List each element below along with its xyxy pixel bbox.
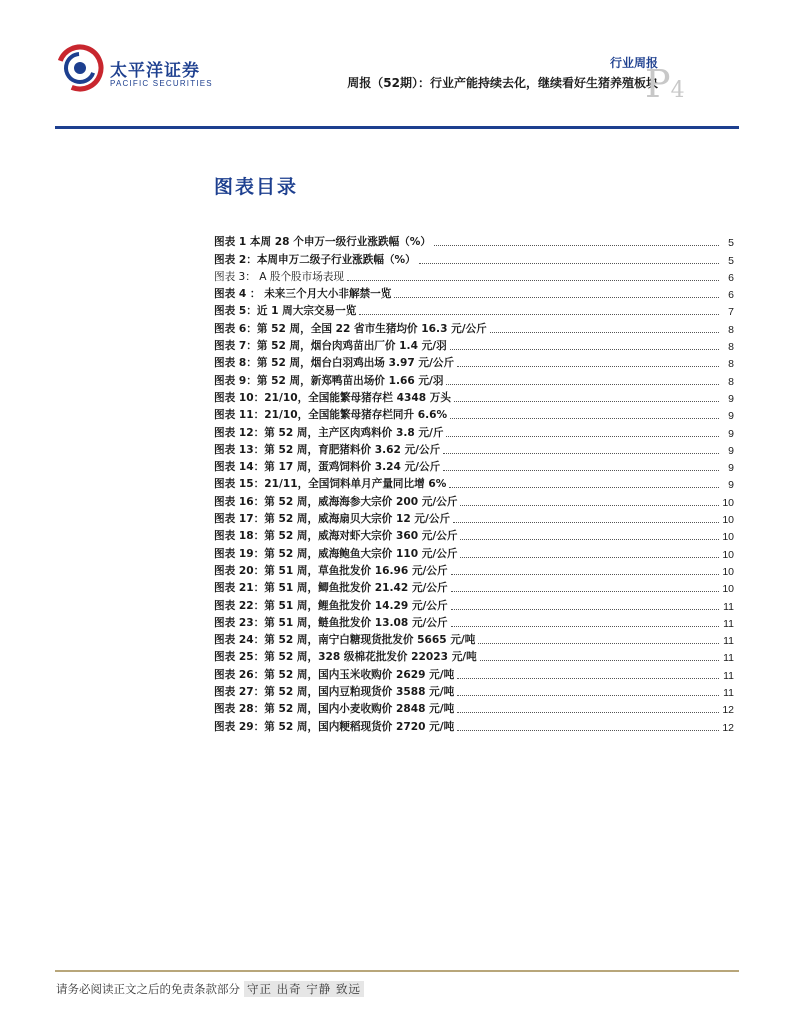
toc-entry-page: 8 bbox=[728, 358, 734, 371]
toc-entry[interactable] bbox=[214, 336, 734, 353]
toc-dot-leader bbox=[446, 384, 719, 385]
toc-entry-label: 图表 7：第 52 周，烟台肉鸡苗出厂价 1.4 元/羽 bbox=[214, 340, 447, 353]
toc-dot-leader bbox=[457, 695, 719, 696]
toc-entry-page: 11 bbox=[723, 635, 734, 648]
toc-entry[interactable] bbox=[214, 716, 734, 733]
footer bbox=[56, 981, 364, 997]
toc-dot-leader bbox=[394, 297, 719, 298]
toc-dot-leader bbox=[460, 505, 719, 506]
toc-entry[interactable] bbox=[214, 543, 734, 560]
toc-entry[interactable] bbox=[214, 405, 734, 422]
toc-entry-page: 9 bbox=[728, 427, 734, 440]
toc-entry-page: 9 bbox=[728, 392, 734, 405]
logo-chinese-name: 太平洋证券 bbox=[110, 61, 200, 81]
toc-entry-label: 图表 6：第 52 周，全国 22 省市生猪均价 16.3 元/公斤 bbox=[214, 322, 487, 335]
toc-entry[interactable] bbox=[214, 595, 734, 612]
toc-dot-leader bbox=[419, 263, 719, 264]
toc-entry-label: 图表 22：第 51 周，鲤鱼批发价 14.29 元/公斤 bbox=[214, 599, 448, 612]
toc-entry-label: 图表 15：21/11，全国饲料单月产量同比增 6% bbox=[214, 478, 447, 491]
toc-entry-label: 图表 14：第 17 周，蛋鸡饲料价 3.24 元/公斤 bbox=[214, 461, 441, 474]
toc-entry-label: 图表 23：第 51 周，鲢鱼批发价 13.08 元/公斤 bbox=[214, 616, 448, 629]
toc-dot-leader bbox=[457, 712, 719, 713]
toc-entry-label: 图表 13：第 52 周，育肥猪料价 3.62 元/公斤 bbox=[214, 443, 441, 456]
toc-entry[interactable] bbox=[214, 682, 734, 699]
toc-entry-page: 10 bbox=[722, 548, 734, 561]
toc-entry-page: 6 bbox=[728, 289, 734, 302]
toc-dot-leader bbox=[480, 660, 719, 661]
toc-dot-leader bbox=[451, 574, 719, 575]
toc-entry-page: 10 bbox=[722, 565, 734, 578]
toc-entry-page: 11 bbox=[723, 669, 734, 682]
toc-entry-page: 8 bbox=[728, 323, 734, 336]
toc-dot-leader bbox=[450, 349, 719, 350]
toc-dot-leader bbox=[451, 626, 719, 627]
toc-entry-label: 图表 27：第 52 周，国内豆粕现货价 3588 元/吨 bbox=[214, 686, 455, 699]
toc-entry-label: 图表 26：第 52 周，国内玉米收购价 2629 元/吨 bbox=[214, 668, 455, 681]
toc-dot-leader bbox=[454, 401, 719, 402]
toc-entry-label: 图表 4 ： 未来三个月大小非解禁一览 bbox=[214, 288, 392, 301]
toc-dot-leader bbox=[460, 539, 719, 540]
toc-entry-label: 图表 2：本周申万二级子行业涨跌幅（%） bbox=[214, 253, 416, 266]
toc-entry-page: 12 bbox=[722, 721, 734, 734]
toc-entry[interactable] bbox=[214, 232, 734, 249]
footer-slogan: 守正 出奇 宁静 致远 bbox=[244, 981, 364, 997]
toc-entry[interactable] bbox=[214, 249, 734, 266]
footer-disclaimer: 请务必阅读正文之后的免责条款部分 bbox=[56, 982, 240, 996]
toc-entry[interactable] bbox=[214, 630, 734, 647]
toc-entry-page: 9 bbox=[728, 479, 734, 492]
toc-entry[interactable] bbox=[214, 370, 734, 387]
page-number bbox=[645, 62, 685, 106]
toc-entry[interactable] bbox=[214, 301, 734, 318]
toc-entry-page: 10 bbox=[722, 514, 734, 527]
toc-dot-leader bbox=[457, 366, 719, 367]
toc-entry-page: 11 bbox=[723, 687, 734, 700]
toc-entry-label: 图表 16：第 52 周，威海海参大宗价 200 元/公斤 bbox=[214, 495, 458, 508]
report-title: 周报（52期）：行业产能持续去化，继续看好生猪养殖板块 bbox=[347, 76, 658, 90]
toc-entry-page: 10 bbox=[722, 531, 734, 544]
toc-dot-leader bbox=[453, 522, 719, 523]
toc-entry-page: 11 bbox=[723, 617, 734, 630]
toc-dot-leader bbox=[490, 332, 719, 333]
toc-entry-label: 图表 1 本周 28 个申万一级行业涨跌幅（%） bbox=[214, 236, 431, 249]
toc-entry-page: 6 bbox=[728, 271, 734, 284]
header-divider bbox=[55, 126, 739, 129]
toc-entry[interactable] bbox=[214, 699, 734, 716]
toc-entry[interactable] bbox=[214, 578, 734, 595]
toc-entry-page: 9 bbox=[728, 410, 734, 423]
page-letter: P bbox=[645, 62, 671, 106]
pacific-securities-logo-icon bbox=[56, 44, 104, 92]
toc-entry-label: 图表 12：第 52 周，主产区肉鸡料价 3.8 元/斤 bbox=[214, 426, 444, 439]
toc-entry-page: 11 bbox=[723, 600, 734, 613]
toc-entry[interactable] bbox=[214, 267, 734, 284]
toc-entry-label: 图表 20：第 51 周，草鱼批发价 16.96 元/公斤 bbox=[214, 564, 448, 577]
toc-entry-page: 12 bbox=[722, 704, 734, 717]
toc-entry-label: 图表 25：第 52 周，328 级棉花批发价 22023 元/吨 bbox=[214, 651, 477, 664]
toc-entry-label: 图表 18：第 52 周，威海对虾大宗价 360 元/公斤 bbox=[214, 530, 458, 543]
toc-dot-leader bbox=[449, 487, 719, 488]
toc-entry-label: 图表 10：21/10，全国能繁母猪存栏 4348 万头 bbox=[214, 391, 451, 404]
toc-entry[interactable] bbox=[214, 613, 734, 630]
toc-entry-page: 9 bbox=[728, 444, 734, 457]
toc-dot-leader bbox=[443, 453, 719, 454]
toc-entry[interactable] bbox=[214, 647, 734, 664]
company-logo bbox=[56, 44, 213, 94]
toc-dot-leader bbox=[359, 314, 719, 315]
toc-entry-label: 图表 3： A 股个股市场表现 bbox=[214, 270, 345, 283]
toc-dot-leader bbox=[443, 470, 719, 471]
toc-entry-label: 图表 28：第 52 周，国内小麦收购价 2848 元/吨 bbox=[214, 703, 455, 716]
toc-dot-leader bbox=[478, 643, 719, 644]
toc-entry[interactable] bbox=[214, 457, 734, 474]
toc-entry-label: 图表 19：第 52 周，威海鲍鱼大宗价 110 元/公斤 bbox=[214, 547, 458, 560]
toc-dot-leader bbox=[457, 730, 719, 731]
toc-dot-leader bbox=[434, 245, 719, 246]
report-type: 行业周报 bbox=[609, 56, 658, 70]
page-digit: 4 bbox=[670, 78, 685, 103]
toc-entry-label: 图表 24：第 52 周，南宁白糖现货批发价 5665 元/吨 bbox=[214, 634, 476, 647]
toc-entry-page: 5 bbox=[728, 254, 734, 267]
toc-dot-leader bbox=[457, 678, 719, 679]
toc-entry-label: 图表 29：第 52 周，国内粳稻现货价 2720 元/吨 bbox=[214, 720, 455, 733]
toc-entry[interactable] bbox=[214, 561, 734, 578]
toc-entry[interactable] bbox=[214, 388, 734, 405]
toc-heading: 图表目录 bbox=[214, 176, 299, 198]
toc-entry-page: 7 bbox=[728, 306, 734, 319]
toc-dot-leader bbox=[451, 609, 719, 610]
toc-entry-page: 10 bbox=[722, 496, 734, 509]
toc-entry-page: 10 bbox=[722, 583, 734, 596]
footer-divider bbox=[55, 970, 739, 972]
toc-entry-page: 8 bbox=[728, 375, 734, 388]
toc-entry-label: 图表 21：第 51 周，鲫鱼批发价 21.42 元/公斤 bbox=[214, 582, 448, 595]
toc-dot-leader bbox=[450, 418, 719, 419]
toc-entry[interactable] bbox=[214, 509, 734, 526]
toc-entry[interactable] bbox=[214, 422, 734, 439]
toc-dot-leader bbox=[347, 280, 719, 281]
toc-list bbox=[214, 232, 734, 734]
toc-entry-label: 图表 17：第 52 周，威海扇贝大宗价 12 元/公斤 bbox=[214, 513, 451, 526]
toc-entry-label: 图表 11：21/10，全国能繁母猪存栏同升 6.6% bbox=[214, 409, 448, 422]
toc-dot-leader bbox=[460, 557, 719, 558]
toc-entry-page: 5 bbox=[728, 237, 734, 250]
toc-entry-page: 11 bbox=[723, 652, 734, 665]
toc-entry-label: 图表 5：近 1 周大宗交易一览 bbox=[214, 305, 357, 318]
toc-entry[interactable] bbox=[214, 491, 734, 508]
toc-entry-label: 图表 9：第 52 周，新郑鸭苗出场价 1.66 元/羽 bbox=[214, 374, 444, 387]
toc-entry[interactable] bbox=[214, 284, 734, 301]
toc-entry-page: 8 bbox=[728, 341, 734, 354]
toc-entry[interactable] bbox=[214, 526, 734, 543]
toc-entry[interactable] bbox=[214, 440, 734, 457]
toc-entry[interactable] bbox=[214, 318, 734, 335]
toc-entry[interactable] bbox=[214, 474, 734, 491]
toc-dot-leader bbox=[446, 436, 719, 437]
toc-entry[interactable] bbox=[214, 353, 734, 370]
toc-dot-leader bbox=[451, 591, 719, 592]
toc-entry-page: 9 bbox=[728, 462, 734, 475]
toc-entry[interactable] bbox=[214, 664, 734, 681]
logo-english-name: PACIFIC SECURITIES bbox=[110, 79, 213, 88]
toc-entry-label: 图表 8：第 52 周，烟台白羽鸡出场 3.97 元/公斤 bbox=[214, 357, 455, 370]
